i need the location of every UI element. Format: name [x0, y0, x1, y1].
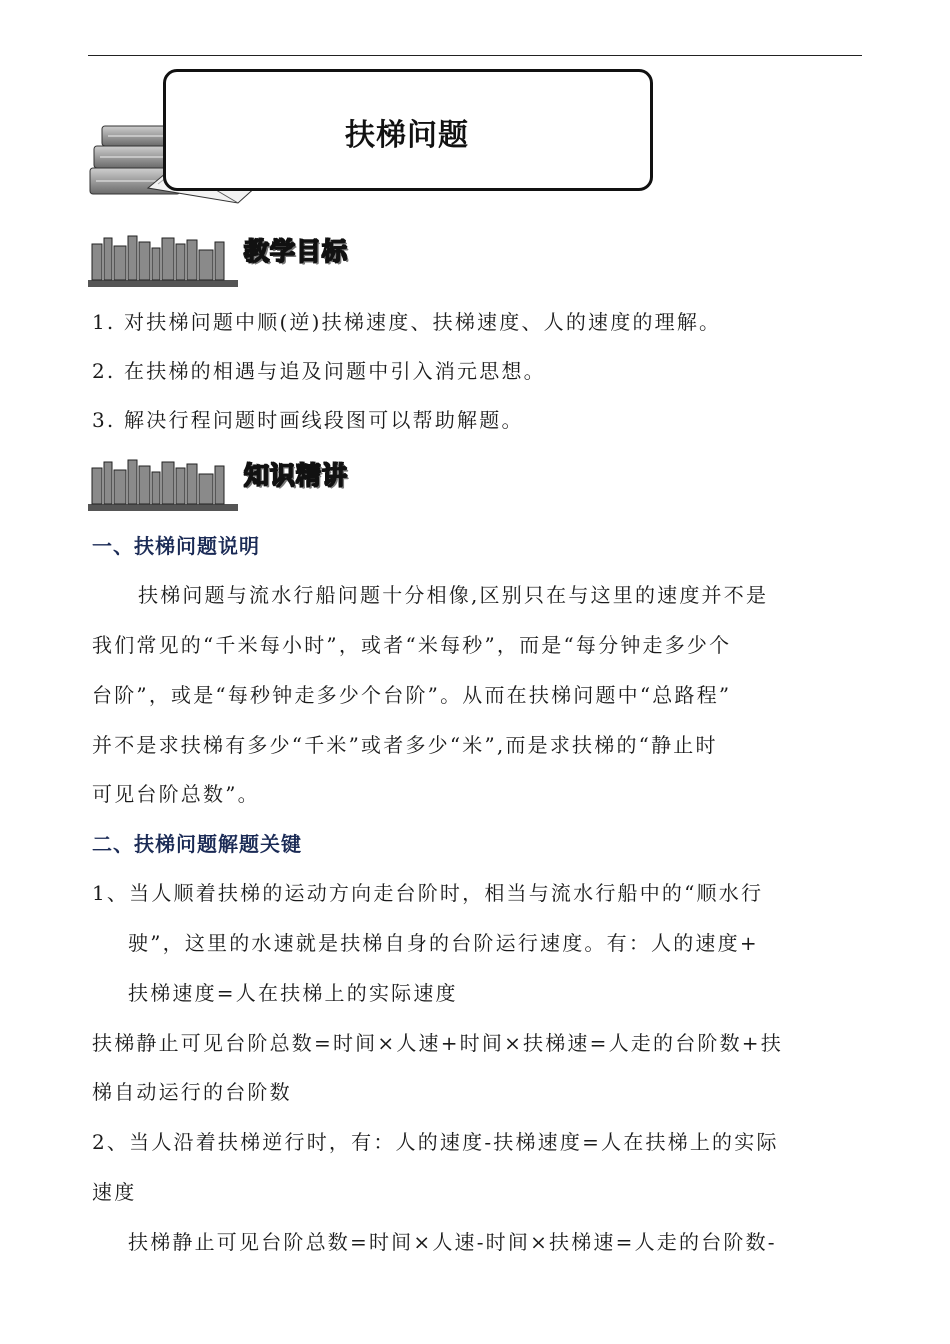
- paragraph-line: 梯自动运行的台阶数: [92, 1080, 292, 1104]
- paragraph-line: 扶梯静止可见台阶总数=时间×人速-时间×扶梯速=人走的台阶数-: [128, 1230, 777, 1254]
- section-heading-objectives: 教学目标: [244, 237, 349, 266]
- page-title: 扶梯问题: [345, 118, 469, 153]
- paragraph-line: 并不是求扶梯有多少“千米”或者多少“米”,而是求扶梯的“静止时: [92, 733, 718, 757]
- objective-item: 2. 在扶梯的相遇与追及问题中引入消元思想。: [92, 359, 546, 383]
- paragraph-line: 台阶”，或是“每秒钟走多少个台阶”。从而在扶梯问题中“总路程”: [92, 683, 732, 707]
- objective-item: 3. 解决行程问题时画线段图可以帮助解题。: [92, 408, 524, 432]
- paragraph-line: 我们常见的“千米每小时”，或者“米每秒”，而是“每分钟走多少个: [92, 633, 732, 657]
- objective-item: 1. 对扶梯问题中顺(逆)扶梯速度、扶梯速度、人的速度的理解。: [92, 310, 722, 334]
- paragraph-line: 可见台阶总数”。: [92, 782, 260, 806]
- paragraph-line: 扶梯速度=人在扶梯上的实际速度: [128, 981, 458, 1005]
- subsection-heading: 一、扶梯问题说明: [92, 534, 260, 558]
- section-heading-knowledge: 知识精讲: [244, 461, 349, 490]
- paragraph-line: 驶”，这里的水速就是扶梯自身的台阶运行速度。有：人的速度+: [128, 931, 759, 955]
- bookshelf-icon: [88, 232, 238, 288]
- paragraph-line: 扶梯问题与流水行船问题十分相像,区别只在与这里的速度并不是: [138, 583, 769, 607]
- subsection-heading: 二、扶梯问题解题关键: [92, 832, 302, 856]
- paragraph-line: 1、当人顺着扶梯的运动方向走台阶时，相当与流水行船中的“顺水行: [92, 881, 764, 905]
- bookshelf-icon: [88, 456, 238, 512]
- paragraph-line: 速度: [92, 1180, 137, 1204]
- header-rule: [88, 55, 862, 56]
- paragraph-line: 扶梯静止可见台阶总数=时间×人速+时间×扶梯速=人走的台阶数+扶: [92, 1031, 783, 1055]
- paragraph-line: 2、当人沿着扶梯逆行时，有：人的速度-扶梯速度=人在扶梯上的实际: [92, 1130, 779, 1154]
